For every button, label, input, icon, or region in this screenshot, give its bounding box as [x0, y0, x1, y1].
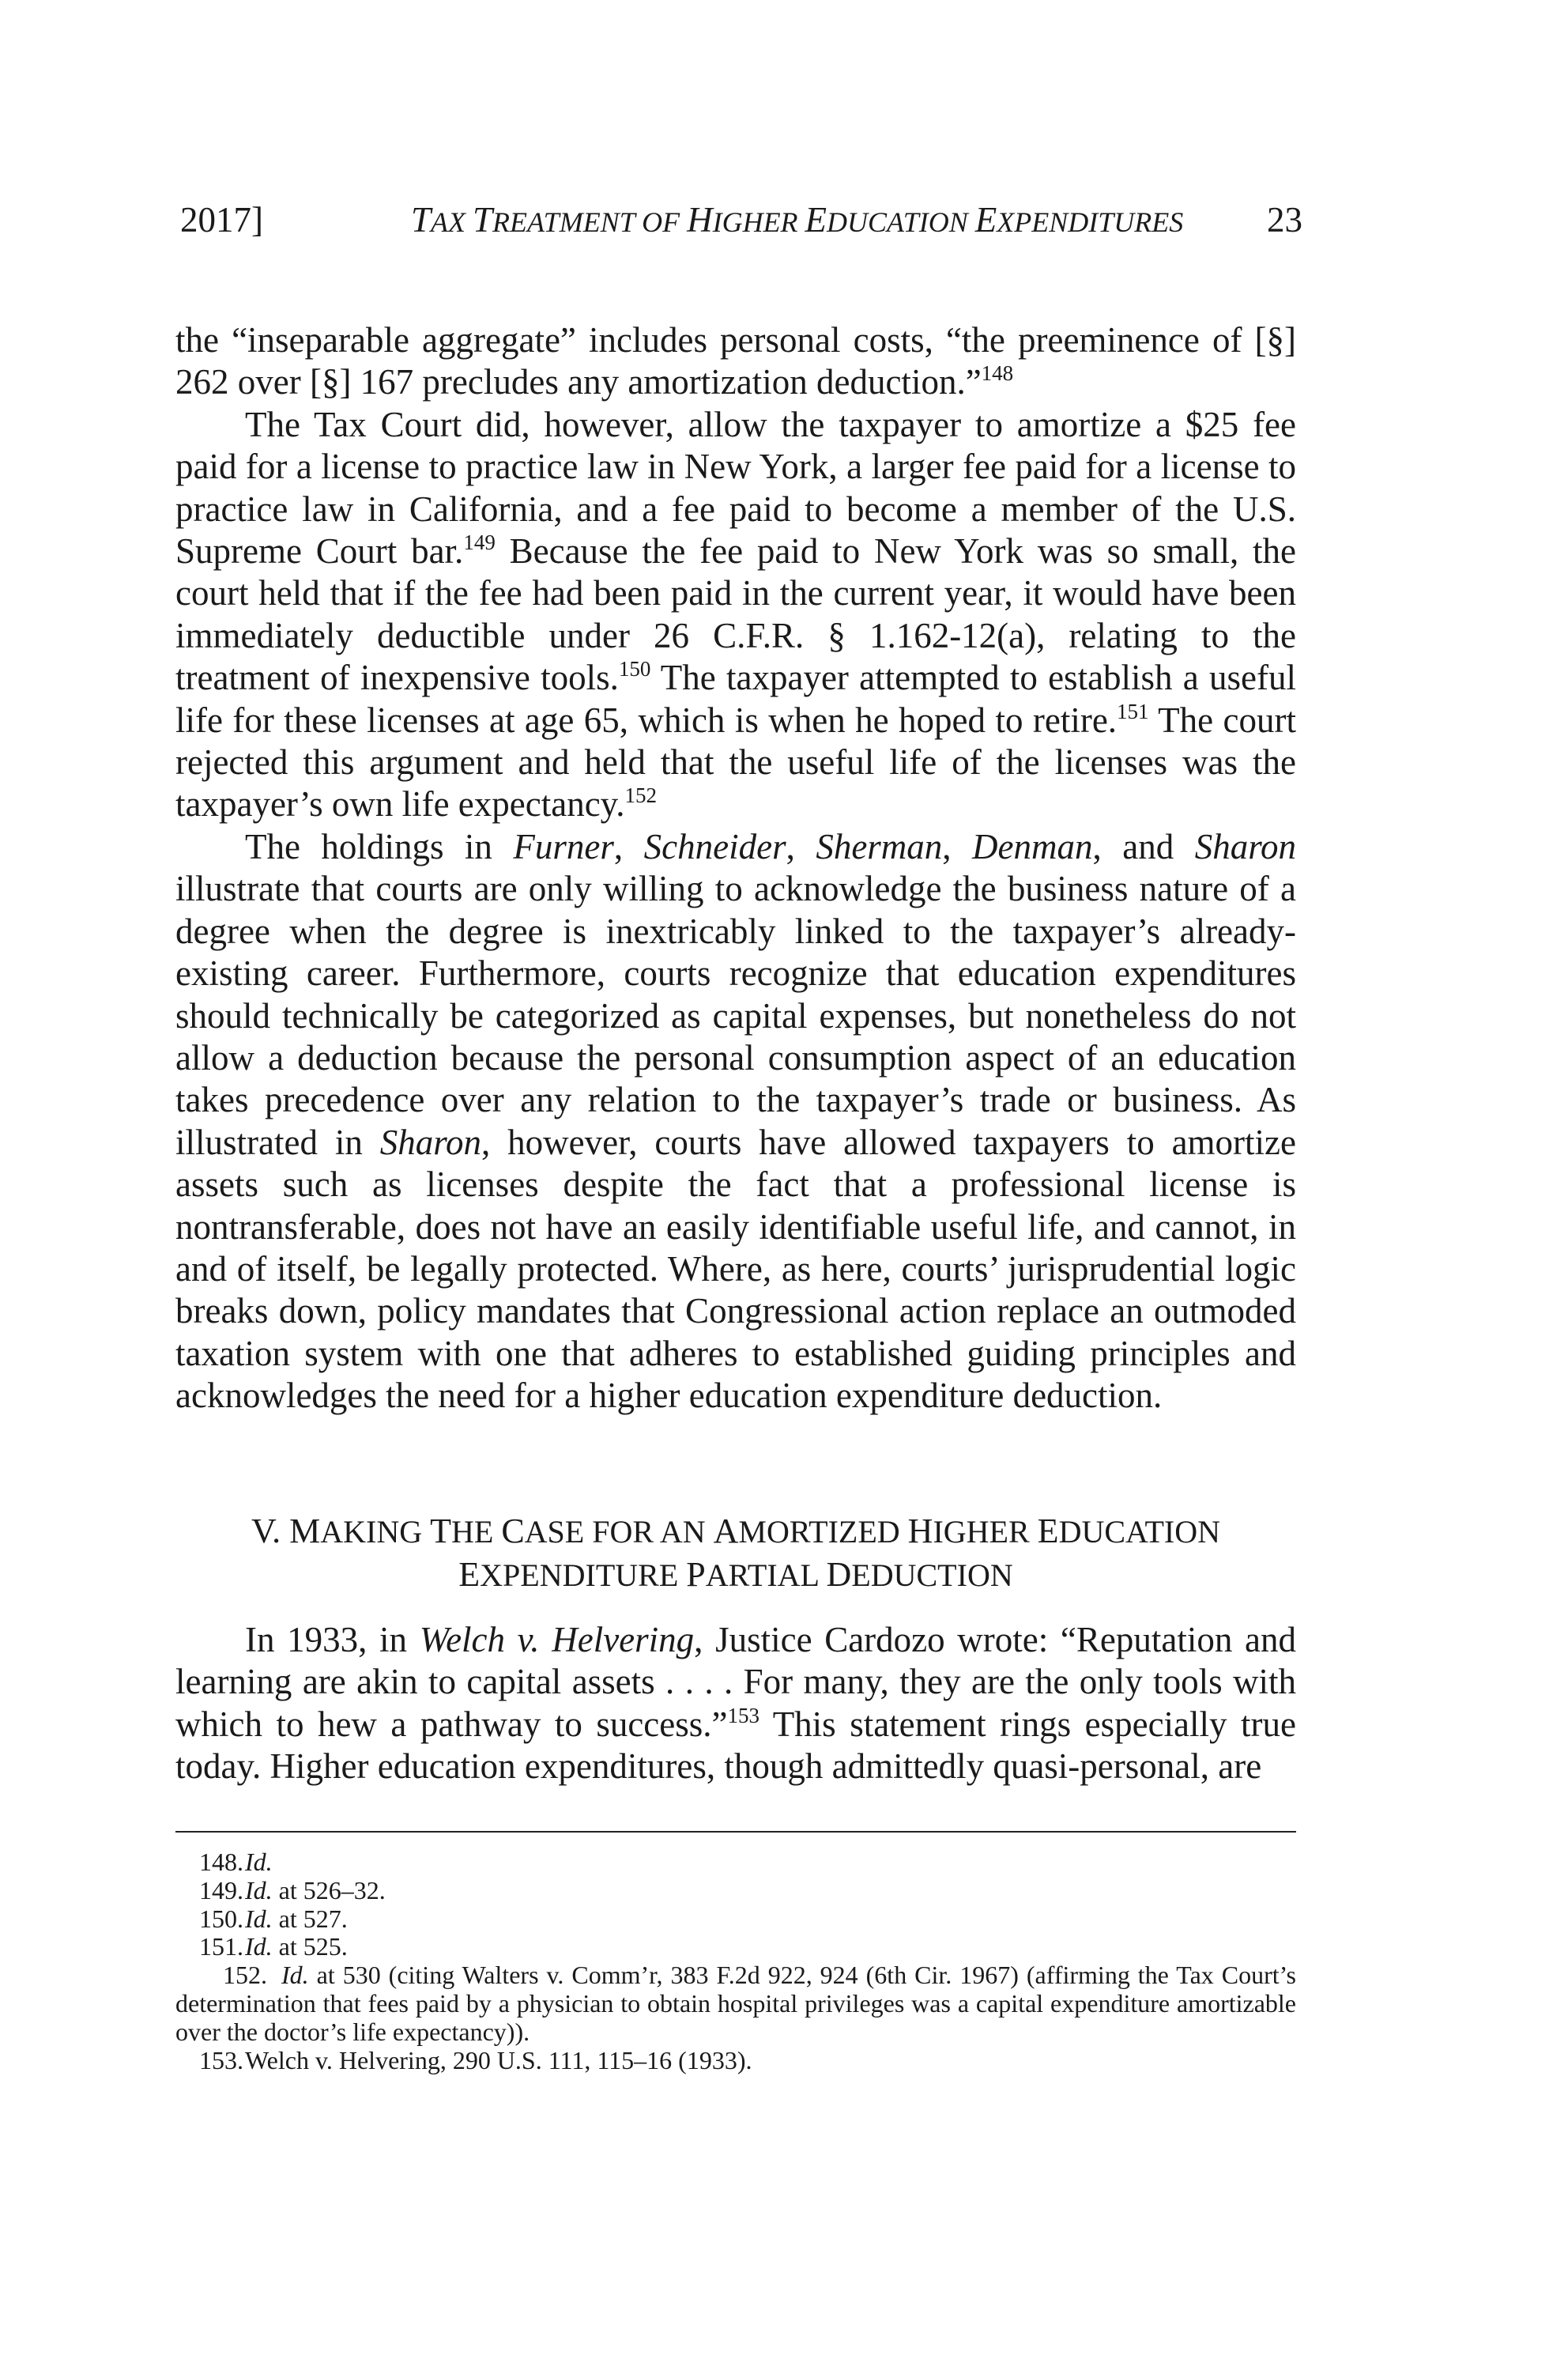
title-word: TAX	[411, 200, 473, 240]
footnote-ref[interactable]: 152	[624, 783, 657, 808]
paragraph: The holdings in Furner, Schneider, Sherman, Denman, and Sharon illustrate that courts are only willing to acknowledge the business nature of a degree when the degree is inextricably linked to the taxpayer’s already-existing career. Furthermore, courts recognize that education expenditures should technically be categorized as capital expenses, but nonetheless do not allow a deduction because the personal consumption aspect of an education takes precedence over any relation to the taxpayer’s trade or business. As illustrated in Sharon, however, courts have allowed taxpayers to amortize assets such as licenses despite the fact that a professional license is nontransferable, does not have an easily identifiable useful life, and cannot, in and of itself, be legally protected. Where, as here, courts’ jurisprudential logic breaks down, policy mandates that Congressional action replace an outmoded taxation system with one that adheres to established guiding principles and acknowledges the need for a higher education expenditure deduction.	[175, 826, 1297, 1416]
footnote: 150.Id. at 527.	[199, 1904, 348, 1933]
footnote: 151.Id. at 525.	[199, 1932, 348, 1961]
page-number: 23	[1267, 200, 1302, 240]
section-heading	[175, 1510, 1296, 1597]
footnote: 148.Id.	[199, 1848, 273, 1876]
title-word: EDUCATION	[805, 200, 975, 240]
footnote-ref[interactable]: 148	[981, 361, 1014, 386]
case-name: Sharon	[379, 1122, 482, 1162]
footnotes	[175, 1848, 1296, 2074]
case-name: Sherman	[816, 826, 943, 866]
footnote: 149.Id. at 526–32.	[199, 1875, 386, 1904]
case-name: Schneider	[643, 826, 786, 866]
paragraph: In 1933, in Welch v. Helvering, Justice Cardozo wrote: “Reputation and learning are akin to capital assets . . . . For many, they are the only tools with which to hew a pathway to success.”$^{153}$ This statement rings especially true today. Higher education expenditures, though admittedly quasi-personal, are	[175, 1620, 1296, 1787]
case-name: Sharon	[1194, 826, 1297, 866]
title-word: OF	[642, 206, 688, 238]
heading-line-1: V. MAKING THE CASE FOR AN AMORTIZED HIGHER EDUCATION	[251, 1512, 1220, 1550]
footnote-ref[interactable]: 150	[618, 657, 651, 681]
footnote-ref[interactable]: 149	[463, 530, 496, 555]
footnote-ref[interactable]: 153	[727, 1703, 760, 1727]
case-name: Welch v. Helvering	[419, 1620, 695, 1659]
article-title	[411, 196, 1183, 246]
paragraph: The Tax Court did, however, allow the taxpayer to amortize a $25 fee paid for a license to practice law in New York, a larger fee paid for a license to practice law in California, and a fee paid to become a member of the U.S. Supreme Court bar.$^{149}$ Because the fee paid to New York was so small, the court held that if the fee had been paid in the current year, it would have been immediately deductible under 26 C.F.R. § 1.162-12(a), relating to the treatment of inexpensive tools.$^{150}$ The taxpayer attempted to establish a useful life for these licenses at age 65, which is when he hoped to retire.$^{151}$ The court rejected this argument and held that the useful life of the licenses was the taxpayer’s own life expectancy.$^{152}$	[175, 404, 1296, 825]
title-word: HIGHER	[687, 200, 805, 240]
footnote-divider	[175, 1831, 1296, 1833]
volume-year: 2017]	[180, 200, 263, 240]
heading-line-2: EXPENDITURE PARTIAL DEDUCTION	[458, 1555, 1013, 1594]
body-text-continued	[175, 1619, 1296, 1788]
case-name: Furner	[513, 826, 614, 866]
title-word: EXPENDITURES	[974, 200, 1184, 240]
title-word: TREATMENT	[473, 200, 643, 240]
case-name: Denman	[972, 826, 1093, 866]
body-text	[175, 319, 1296, 1417]
paragraph: the “inseparable aggregate” includes personal costs, “the preeminence of [§] 262 over [§] 167 precludes any amortization deduction.”$^{148}$	[175, 320, 1296, 402]
footnote-ref[interactable]: 151	[1117, 699, 1149, 723]
footnote: 152. Id. at 530 (citing Walters v. Comm’r, 383 F.2d 922, 924 (6th Cir. 1967) (affirming the Tax Court’s determination that fees paid by a physician to obtain hospital privileges was a capital expenditure amortizable over the doctor’s life expectancy)).	[175, 1961, 1296, 2046]
footnote: 153.Welch v. Helvering, 290 U.S. 111, 115–16 (1933).	[199, 2045, 752, 2074]
